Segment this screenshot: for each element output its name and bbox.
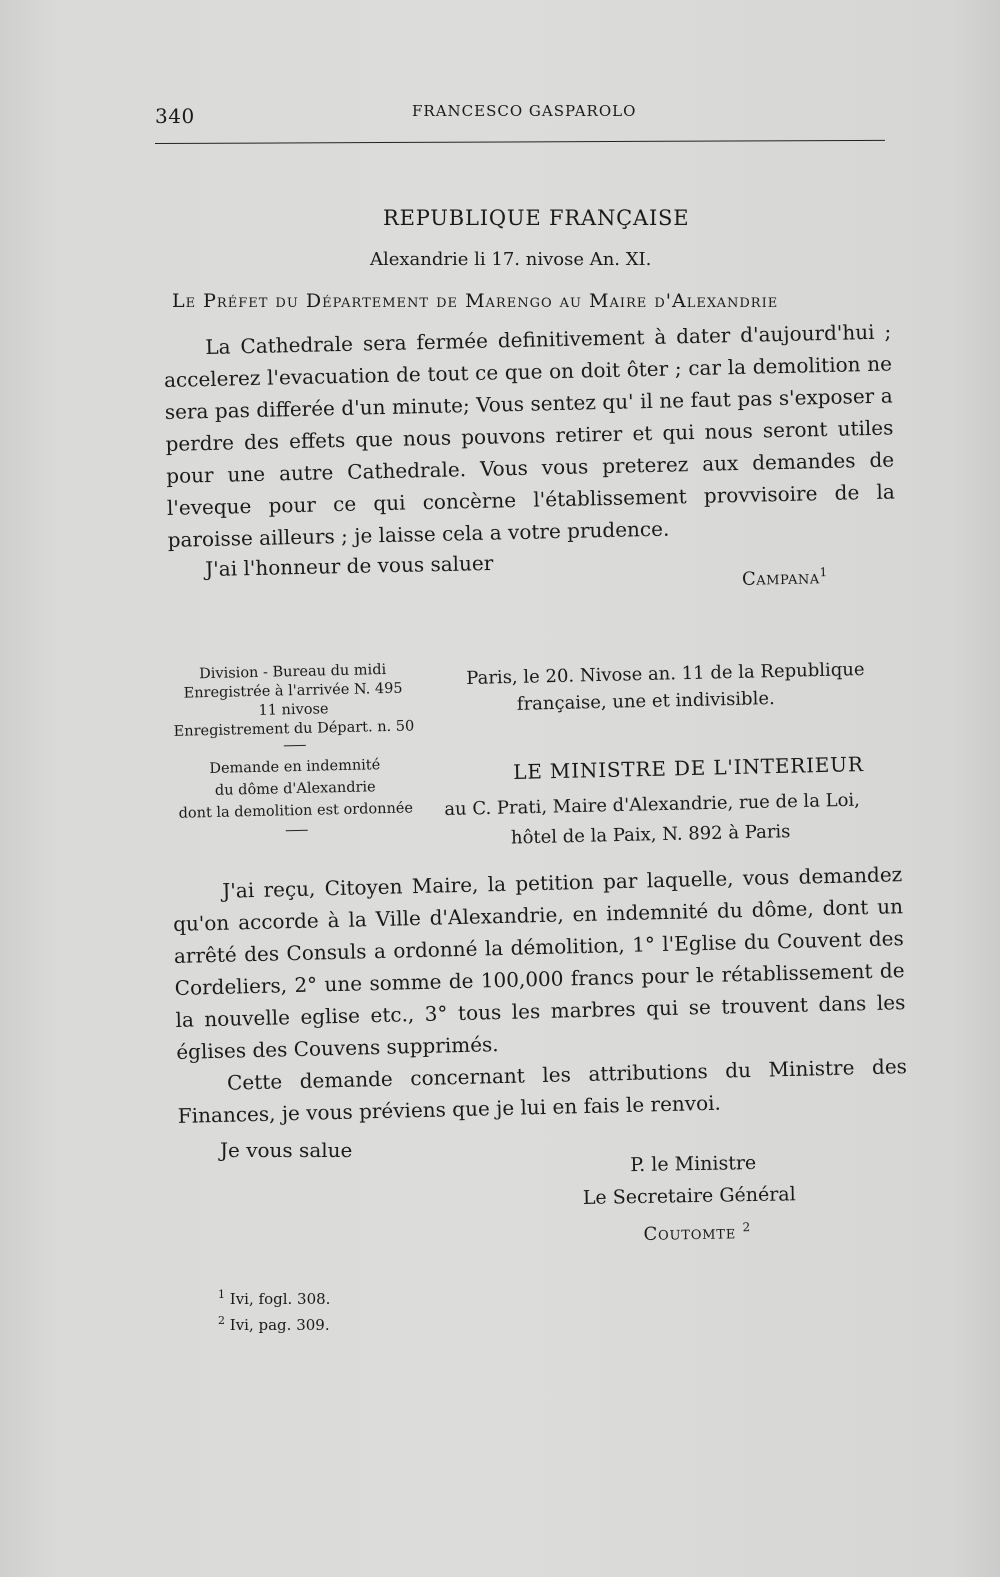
signature-line-3 xyxy=(583,1210,797,1252)
letter2-signature-block xyxy=(582,1146,797,1252)
signature-name: Coutomte xyxy=(643,1222,737,1245)
footnote-2-text: Ivi, pag. 309. xyxy=(229,1316,330,1334)
header-rule xyxy=(155,140,885,144)
footnote-1-mark: 1 xyxy=(218,1288,225,1301)
letter2-margin-block xyxy=(165,660,424,834)
letter1-title: REPUBLIQUE FRANÇAISE xyxy=(383,206,690,230)
letter2-closing: Je vous salue xyxy=(220,1138,353,1162)
address-line-1: au C. Prati, Maire d'Alexandrie, rue de la Loi, xyxy=(444,789,861,820)
margin-subject-3: dont la demolition est ordonnée xyxy=(178,800,414,822)
footnote-1 xyxy=(218,1284,330,1310)
letter1-closing: J'ai l'honneur de vous saluer xyxy=(205,550,494,581)
footnotes xyxy=(218,1284,330,1336)
letter2-body xyxy=(172,858,908,1132)
running-title: FRANCESCO GASPAROLO xyxy=(412,102,637,120)
footnote-ref-1: 1 xyxy=(819,565,828,580)
place-date-line-2: française, une et indivisible. xyxy=(516,688,775,715)
letter2-paragraph-1: J'ai reçu, Citoyen Maire, la petition par laquelle, vous demandez qu'on accorde à la Ville d'Alexandrie, en indemnité du dôme, dont un arrêté des Consuls a ordonné la démolition, 1° l'Eglise du Couvent des Cordeliers, 2° une somme de 100,000 francs pour le rétablissement de la nouvelle eglise etc., 3° tous les marbres qui se trouvent dans les églises des Couvens supprimés. xyxy=(172,862,906,1064)
letter1-signature xyxy=(742,565,828,590)
letter2-place-date xyxy=(466,656,865,719)
footnote-1-text: Ivi, fogl. 308. xyxy=(229,1290,331,1308)
letter2-sender: LE MINISTRE DE L'INTERIEUR xyxy=(513,752,864,784)
margin-divider xyxy=(283,745,305,746)
footnote-ref-2: 2 xyxy=(742,1220,752,1235)
margin-departure: Enregistrement du Départ. n. 50 xyxy=(173,718,415,740)
place-date-line-1: Paris, le 20. Nivose an. 11 de la Republique xyxy=(466,658,865,689)
margin-subject-1: Demande en indemnité xyxy=(209,757,381,778)
address-line-2: hôtel de la Paix, N. 892 à Paris xyxy=(510,821,791,849)
footnote-2 xyxy=(218,1310,330,1336)
letter1-body: La Cathedrale sera fermée definitivement à dater d'aujourd'hui ; accelerez l'evacuation de tout ce que on doit ôter ; car la demolition ne sera pas differée d'un minute; Vous sentez qu' il ne faut pas s'exposer a perdre des effets que nous pouvons retirer et qui nous seront utiles pour une autre Cathedrale. Vous vous preterez aux demandes de l'eveque pour ce qui concèrne l'établissement provvisoire de la paroisse ailleurs ; je laisse cela a votre prudence. xyxy=(163,319,896,552)
footnote-2-mark: 2 xyxy=(218,1314,225,1327)
letter1-addressee: Le Préfet du Département de Marengo au Maire d'Alexandrie xyxy=(172,290,779,312)
margin-subject-2: du dôme d'Alexandrie xyxy=(214,779,376,799)
letter2-paragraph-2: Cette demande concernant les attributions du Ministre des Finances, je vous préviens que je lui en fais le renvoi. xyxy=(177,1054,908,1128)
signature-line-2: Le Secretaire Général xyxy=(582,1183,796,1209)
margin-division: Division - Bureau du midi xyxy=(199,661,387,683)
margin-arrival: Enregistrée à l'arrivée N. 495 xyxy=(183,680,403,702)
page-number: 340 xyxy=(155,104,195,128)
letter1-date: Alexandrie li 17. nivose An. XI. xyxy=(370,249,652,270)
margin-date: 11 nivose xyxy=(258,701,329,719)
margin-divider-end xyxy=(285,830,307,831)
letter2-address xyxy=(444,786,861,855)
signature-line-1: P. le Ministre xyxy=(630,1151,757,1177)
letter1-signature-name: Campana xyxy=(741,567,820,590)
